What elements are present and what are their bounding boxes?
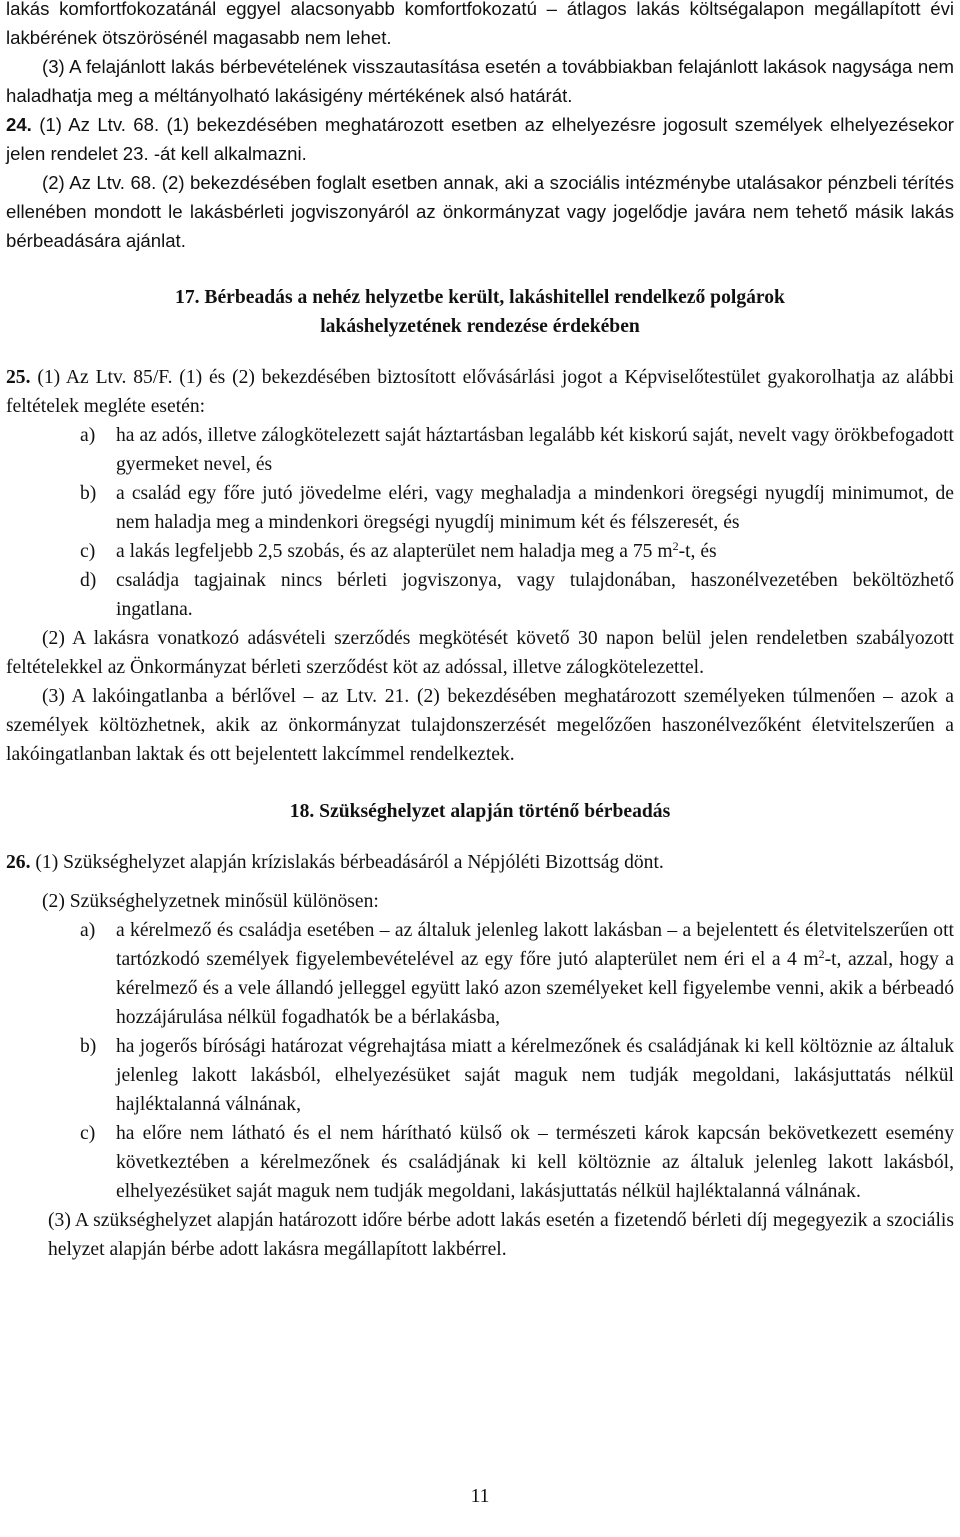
section-26-paragraph-2: (2) Szükséghelyzetnek minősül különösen:: [42, 891, 379, 912]
list-item: c) ha előre nem látható és el nem hárítható külső ok – természeti károk kapcsán bekövetkezett esemény következtében a kérelmezőnek és családjának ki kell költöznie az általuk jelenleg lakott lakásból, elhelyezésüket saját maguk nem tudják megoldani, lakásjuttatás nélkül hajléktalanná válnának.: [80, 1123, 954, 1202]
list-item: a) ha az adós, illetve zálogkötelezett saját háztartásban legalább két kiskorú saját, nevelt vagy örökbefogadott gyermeket nevel, és: [80, 425, 954, 475]
list-item: b) a család egy főre jutó jövedelme eléri, vagy meghaladja a mindenkori öregségi nyugdíj minimumot, de nem haladja meg a mindenkori öregségi nyugdíj minimum két és félszeresét, és: [80, 483, 954, 533]
heading-17-line-1: 17. Bérbeadás a nehéz helyzetbe került, lakáshitellel rendelkező polgárok: [175, 287, 785, 308]
list-item: b) ha jogerős bírósági határozat végrehajtása miatt a kérelmezőnek és családjának ki kell költöznie az általuk jelenleg lakott lakásból, elhelyezésüket saját maguk nem tudják megoldani, lakásjuttatás nélkül hajléktalanná válnának,: [80, 1036, 954, 1115]
heading-18: 18. Szükséghelyzet alapján történő bérbeadás: [289, 801, 671, 822]
list-item: d) családja tagjainak nincs bérleti jogviszonya, vagy tulajdonában, haszonélvezetében beköltözhető ingatlana.: [80, 570, 954, 620]
section-number: 24.: [6, 114, 32, 135]
section-25-paragraph-3: (3) A lakóingatlanba a bérlővel – az Ltv. 21. (2) bekezdésében meghatározott személyeken túlmenően – azok a személyek költözhetnek, akik az önkormányzat tulajdonszerzését megelőzően haszonélvezőként életvitelszerűen a lakóingatlanban laktak és ott bejelentett lakcímmel rendelkeztek.: [6, 686, 954, 765]
section-number: 26.: [6, 852, 31, 873]
section-26-paragraph-3: (3) A szükséghelyzet alapján határozott időre bérbe adott lakás esetén a fizetendő bérleti díj megegyezik a szociális helyzet alapján bérbe adott lakásra megállapított lakbérrel.: [48, 1210, 954, 1260]
section-number: 25.: [6, 367, 31, 388]
list-item: c) a lakás legfeljebb 2,5 szobás, és az alapterület nem haladja meg a 75 $m^2-t$, és: [80, 539, 717, 562]
section-25-paragraph-1: 25. (1) Az Ltv. 85/F. (1) és (2) bekezdésében biztosított elővásárlási jogot a Képviselőtestület gyakorolhatja az alábbi feltételek megléte esetén:: [6, 367, 954, 417]
section-25-paragraph-2: (2) A lakásra vonatkozó adásvételi szerződés megkötését követő 30 napon belül jelen rendeletben szabályozott feltételekkel az Önkormányzat bérleti szerződést köt az adóssal, illetve zálogkötelezettel.: [6, 628, 954, 678]
section-24-paragraph-2: (2) Az Ltv. 68. (2) bekezdésében foglalt esetben annak, aki a szociális intézménybe utalásakor pénzbeli térítés ellenében mondott le lakásbérleti jogviszonyáról az önkormányzat vagy jogelődje javára nem tehető másik lakás bérbeadására ajánlat.: [6, 172, 954, 251]
paragraph-intro: lakás komfortfokozatánál eggyel alacsonyabb komfortfokozatú – átlagos lakás költségalapon megállapított évi lakbérének ötszörösénél magasabb nem lehet.: [6, 0, 954, 48]
section-24-paragraph-1: 24. (1) Az Ltv. 68. (1) bekezdésében meghatározott esetben az elhelyezésre jogosult személyek elhelyezésekor jelen rendelet 23. -át kell alkalmazni.: [6, 114, 954, 164]
heading-17-line-2: lakáshelyzetének rendezése érdekében: [320, 316, 640, 337]
section-26-paragraph-1: 26. (1) Szükséghelyzet alapján krízislakás bérbeadásáról a Népjóléti Bizottság dönt.: [6, 852, 664, 873]
section-25-list: [6, 421, 954, 624]
paragraph-3: (3) A felajánlott lakás bérbevételének visszautasítása esetén a továbbiakban felajánlott lakások nagysága nem haladhatja meg a méltányolható lakásigény mértékének alsó határát.: [6, 56, 954, 106]
list-item: a) a kérelmező és családja esetében – az általuk jelenleg lakott lakásban – a bejelentett és életvitelszerűen ott tartózkodó személyek figyelembevételével az egy főre jutó alapterület nem éri el a 4 $m^2-t$, azzal, hogy a kérelmező és a vele állandó jelleggel együtt lakó azon személyeket kell figyelembe venni, akik a bérbeadó hozzájárulása nélkül fogadhatók be a bérlakásba,: [80, 920, 954, 1028]
page-number: 11: [470, 1486, 490, 1507]
section-26-list: [6, 916, 954, 1206]
